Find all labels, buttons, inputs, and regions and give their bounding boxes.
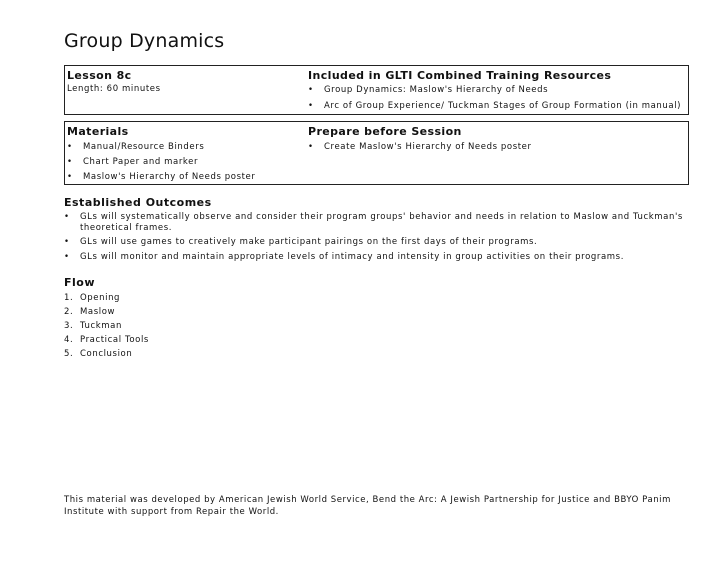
outcomes-heading: Established Outcomes — [64, 196, 212, 209]
list-item: • Create Maslow's Hierarchy of Needs poster — [308, 142, 532, 152]
list-item: • Chart Paper and marker — [67, 157, 199, 167]
list-number: 1. — [64, 293, 74, 303]
list-item: • GLs will monitor and maintain appropriate levels of intimacy and intensity in group activities on their programs. — [64, 252, 624, 262]
page-title: Group Dynamics — [64, 30, 225, 52]
resources-heading: Included in GLTI Combined Training Resources — [308, 69, 612, 82]
list-number: 3. — [64, 321, 74, 331]
lesson-column — [65, 66, 306, 114]
lesson-info-box — [64, 65, 689, 115]
bullet-icon: • — [64, 252, 70, 262]
flow-list — [64, 293, 690, 360]
prepare-list — [308, 142, 686, 153]
list-item: 4. Practical Tools — [64, 335, 149, 345]
flow-heading: Flow — [64, 276, 96, 289]
bullet-icon: • — [308, 85, 314, 95]
flow-section — [64, 276, 690, 360]
bullet-icon: • — [67, 172, 73, 182]
prepare-heading: Prepare before Session — [308, 125, 462, 138]
outcomes-list — [64, 212, 690, 263]
bullet-icon: • — [67, 142, 73, 152]
materials-box — [64, 121, 689, 185]
list-item: • Manual/Resource Binders — [67, 142, 205, 152]
list-item: • Group Dynamics: Maslow's Hierarchy of Needs — [308, 85, 549, 95]
list-item: • Maslow's Hierarchy of Needs poster — [67, 172, 256, 182]
resources-list — [308, 85, 686, 112]
list-item: 3. Tuckman — [64, 321, 122, 331]
list-number: 5. — [64, 349, 74, 359]
lesson-heading: Lesson 8c — [67, 69, 132, 82]
list-number: 4. — [64, 335, 74, 345]
outcomes-section — [64, 196, 690, 263]
bullet-icon: • — [64, 212, 70, 222]
lesson-length: Length: 60 minutes — [67, 84, 161, 94]
prepare-column — [306, 122, 688, 184]
materials-heading: Materials — [67, 125, 129, 138]
list-item: 5. Conclusion — [64, 349, 133, 359]
footer-credit: This material was developed by American Jewish World Service, Bend the Arc: A Jewish Partnership for Justice and BBYO Panim Institute with support from Repair the World. — [64, 495, 671, 517]
list-item: • Arc of Group Experience/ Tuckman Stages of Group Formation (in manual) — [308, 101, 682, 111]
list-item: 2. Maslow — [64, 307, 116, 317]
list-item: 1. Opening — [64, 293, 121, 303]
bullet-icon: • — [67, 157, 73, 167]
bullet-icon: • — [308, 142, 314, 152]
bullet-icon: • — [308, 101, 314, 111]
resources-column — [306, 66, 688, 114]
bullet-icon: • — [64, 237, 70, 247]
materials-list — [67, 142, 304, 183]
list-number: 2. — [64, 307, 74, 317]
document-page — [64, 0, 690, 563]
materials-column — [65, 122, 306, 184]
list-item: • GLs will systematically observe and consider their program groups' behavior and needs in relation to Maslow and Tuckman's theoretical frames. — [64, 212, 683, 233]
list-item: • GLs will use games to creatively make participant pairings on the first days of their programs. — [64, 237, 538, 247]
